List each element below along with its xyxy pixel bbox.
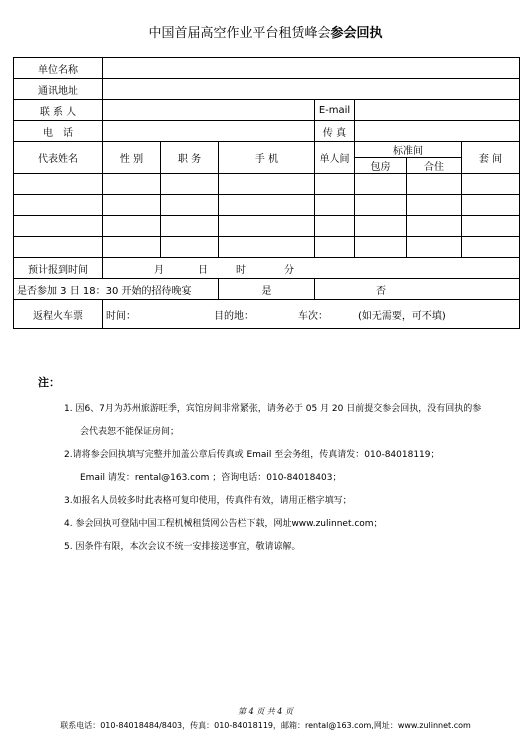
note-2: 2.请将参会回执填写完整并加盖公章后传真或 Email 至会务组，传真请发：010-84018119；	[64, 450, 440, 460]
table-row	[14, 174, 520, 195]
whole-room-header: 包房	[355, 158, 407, 174]
unit-label: 单位名称	[14, 58, 103, 79]
rep-name-header: 代表姓名	[14, 142, 103, 174]
single-room-header: 单人间	[315, 142, 355, 174]
train-field[interactable]: 时间： 目的地： 车次： (如无需要，可不填)	[103, 300, 520, 329]
phone-field[interactable]	[103, 121, 315, 142]
email-label: E-mail	[315, 100, 355, 121]
page-number: 第 4 页 共 4 页	[238, 707, 293, 716]
unit-field[interactable]	[103, 58, 520, 79]
banquet-no[interactable]: 否	[315, 279, 520, 300]
note-3: 3.如报名人员较多时此表格可复印使用，传真件有效，请用正楷字填写；	[64, 496, 352, 506]
registration-form	[13, 57, 520, 329]
address-field[interactable]	[103, 79, 520, 100]
suite-header: 套 间	[462, 142, 520, 174]
banquet-label: 是否参加 3 日 18：30 开始的招待晚宴	[14, 279, 219, 300]
page-title: 中国首届高空作业平台租赁峰会参会回执	[148, 26, 383, 41]
fax-label: 传 真	[315, 121, 355, 142]
email-field[interactable]	[355, 100, 520, 121]
shared-room-header: 合住	[407, 158, 462, 174]
contact-field[interactable]	[103, 100, 315, 121]
note-4: 4. 参会回执可登陆中国工程机械租赁网公告栏下载，网址www.zulinnet.com；	[64, 519, 383, 529]
phone-label: 电 话	[14, 121, 103, 142]
arrival-label: 预计报到时间	[14, 258, 103, 279]
position-header: 职 务	[161, 142, 219, 174]
arrival-field[interactable]: 月 日 时 分	[103, 258, 520, 279]
notes-heading: 注：	[38, 376, 60, 389]
address-label: 通讯地址	[14, 79, 103, 100]
fax-field[interactable]	[355, 121, 520, 142]
standard-room-header: 标准间	[355, 142, 462, 158]
note-1: 1. 因6、7月为苏州旅游旺季，宾馆房间非常紧张，请务必于 05 月 20 日前提交参会回执，没有回执的参	[64, 404, 482, 414]
table-row	[14, 195, 520, 216]
table-row	[14, 237, 520, 258]
train-label: 返程火车票	[14, 300, 103, 329]
banquet-yes[interactable]: 是	[219, 279, 315, 300]
contact-label: 联 系 人	[14, 100, 103, 121]
note-1-cont: 会代表恕不能保证房间；	[80, 427, 180, 437]
notes-section	[38, 374, 508, 559]
gender-header: 性 别	[103, 142, 161, 174]
mobile-header: 手 机	[219, 142, 315, 174]
table-row	[14, 216, 520, 237]
note-5: 5. 因条件有限，本次会议不统一安排接送事宜，敬请谅解。	[64, 542, 301, 552]
note-2-cont: Email 请发：rental@163.com ；咨询电话：010-84018403；	[80, 473, 342, 483]
footer-contact: 联系电话：010-84018484/8403，传真：010-84018119，邮箱：rental@163.com,网址：www.zulinnet.com	[60, 721, 471, 730]
